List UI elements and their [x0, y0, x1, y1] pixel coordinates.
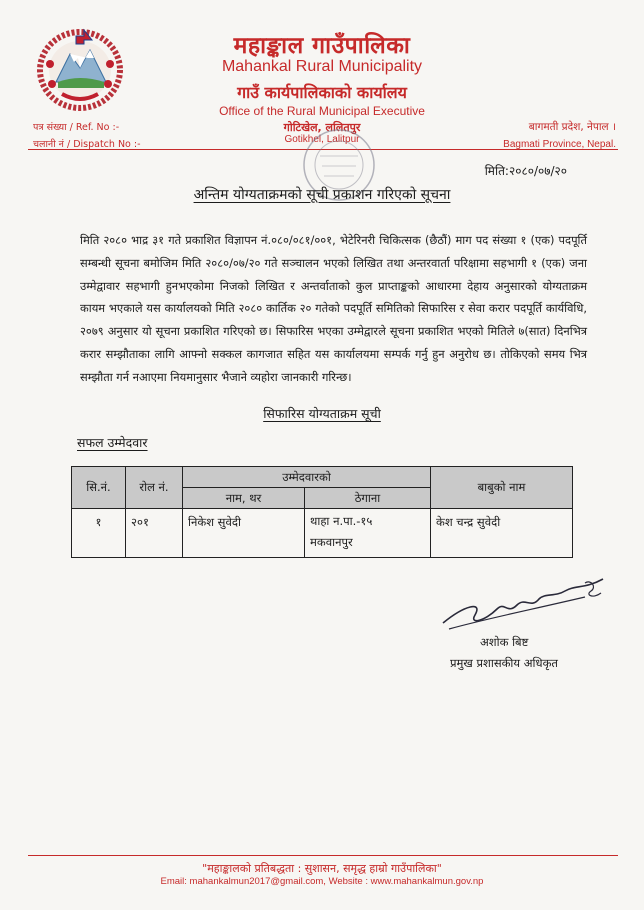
footer-contact: Email: mahankalmun2017@gmail.com, Website : www.mahankalmun.gov.np [160, 876, 484, 887]
reference-block [33, 119, 141, 153]
cell-address-line2: मकवानपुर [310, 535, 353, 549]
footer-divider [28, 855, 618, 856]
dispatch-number: चलानी नं / Dispatch No :- [33, 139, 141, 150]
office-location-en: Gotikhel, Lalitpur [284, 134, 360, 145]
province-block [503, 119, 616, 153]
notice-body: मिति २०८० भाद्र ३१ गते प्रकाशित विज्ञापन नं.०८०/०८१/००१, भेटेरिनरी चिकित्सक (छैठौं) माग पद संख्या १ (एक) पदपूर्ति सम्बन्धी सूचना बमोजिम मिति २०८०/०७/२० गते सञ्चालन भएको लिखित तथा अन्तरवार्ता परिक्षामा सहभागी १ (एक) जना उम्मेद्वावार सहभागी हुनभएकोमा निजको लिखित र अन्तर्वाताको कुल प्राप्ताङ्कको आधारमा देहाय अनुसारको योग्यताक्रम कायम भएकाले यस कार्यालयको मिति २०८० कार्तिक २० गतेको पदपूर्ति समितिको सिफारिस र सेवा करार पदपूर्ति कार्यविधि, २०७९ अनुसार यो सूचना प्रकाशित गरिएको छ। सिफारिस भएका उम्मेद्वारले सूचना प्रकाशित भएको मितिले ७(सात) दिनभित्र करार सम्झौताका लागि आफ्नो सक्कल कागजात सहित यस कार्यालयमा सम्पर्क गर्नु हुन अनुरोध छ। तोकिएको समय भित्र सम्झौता गर्न नआएमा नियमानुसार भैजाने व्यहोरा जानकारी गरिन्छ। [80, 233, 587, 384]
column-header-sn: सि.नं. [72, 467, 126, 509]
notice-date: मिति:२०८०/०७/२० [484, 164, 567, 178]
recommended-list-title-text: सिफारिस योग्यताक्रम सूची [263, 406, 381, 421]
signatory-title: प्रमुख प्रशासकीय अधिकृत [450, 656, 558, 670]
office-name-en: Office of the Rural Municipal Executive [219, 104, 425, 118]
successful-candidate-heading-text: सफल उम्मेदवार [77, 435, 148, 450]
municipality-name-np: महाङ्काल गाउँपालिका [233, 33, 411, 59]
province-en: Bagmati Province, Nepal. [503, 139, 616, 150]
cell-father: केश चन्द्र सुवेदी [431, 509, 573, 558]
footer-motto: "महाङ्कालको प्रतिबद्धता : सुशासन, समृद्ध हाम्रो गाउँपालिका" [202, 862, 442, 875]
table-row [72, 509, 573, 558]
column-header-address: ठेगाना [305, 488, 431, 509]
candidate-table [71, 466, 573, 558]
cell-sn: १ [72, 509, 126, 558]
cell-name: निकेश सुवेदी [183, 509, 305, 558]
column-header-roll: रोल नं. [126, 467, 183, 509]
province-np: बागमती प्रदेश, नेपाल । [528, 121, 616, 133]
column-header-father: बाबुको नाम [431, 467, 573, 509]
signature-icon [435, 575, 615, 637]
column-header-name: नाम, थर [183, 488, 305, 509]
ref-number: पत्र संख्या / Ref. No :- [33, 122, 120, 133]
office-name-np: गाउँ कार्यपालिकाको कार्यालय [237, 83, 407, 102]
office-location-np: गोटिखेल, ललितपुर [283, 121, 361, 134]
cell-roll: २०१ [126, 509, 183, 558]
column-header-candidate: उम्मेदवारको [183, 467, 431, 488]
signatory-name: अशोक बिष्ट [480, 635, 529, 649]
notice-subject-text: अन्तिम योग्यताक्रमको सूची प्रकाशन गरिएको सूचना [193, 187, 451, 203]
recommended-list-title [0, 405, 644, 422]
notice-subject [0, 185, 644, 204]
cell-address [305, 509, 431, 558]
table-header-row [72, 467, 573, 488]
municipality-name-en: Mahankal Rural Municipality [221, 58, 423, 75]
cell-address-line1: थाहा न.पा.-१५ [310, 514, 373, 528]
successful-candidate-heading [77, 434, 148, 451]
